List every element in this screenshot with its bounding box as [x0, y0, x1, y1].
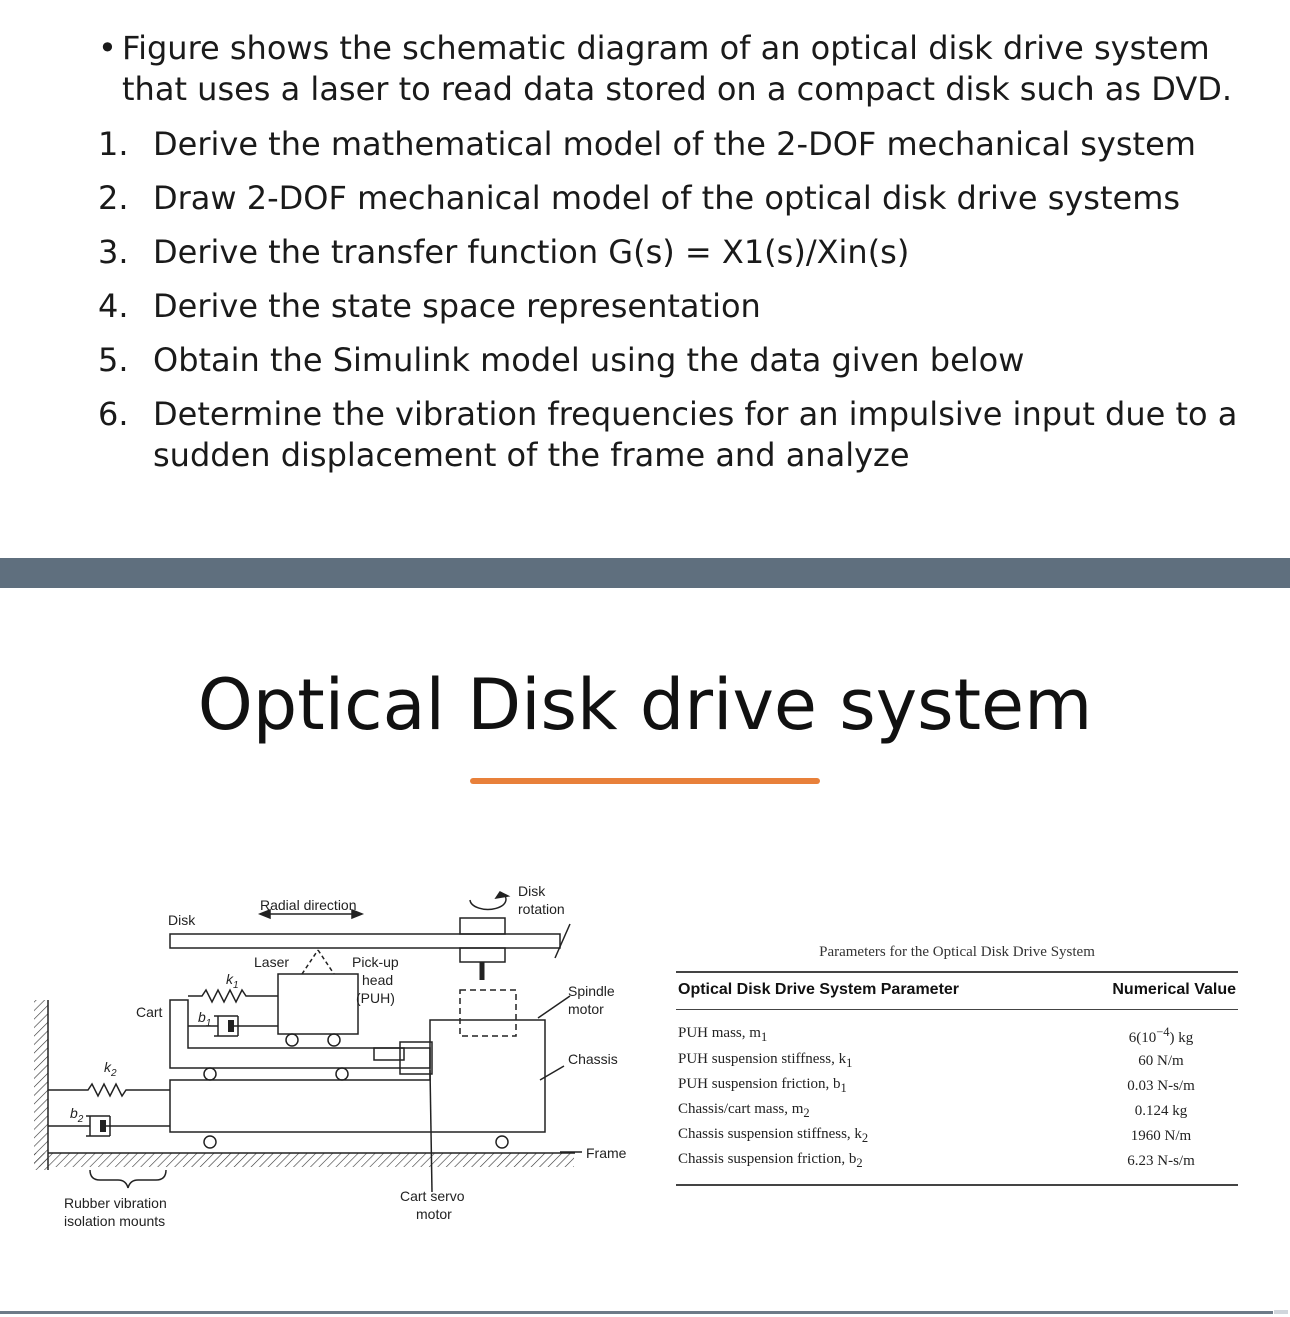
label-spindle-2: motor: [568, 1001, 604, 1017]
label-chassis: Chassis: [568, 1051, 618, 1067]
label-disk-rotation-1: Disk: [518, 883, 546, 899]
task-item: [98, 394, 1248, 476]
param-name: Chassis suspension stiffness, $k_2$: [678, 1126, 869, 1145]
task-number: 5.: [98, 341, 129, 379]
table-row: [676, 1049, 1238, 1074]
table-header-row: [676, 972, 1238, 1010]
param-name: Chassis suspension friction, $b_2$: [676, 1149, 1084, 1185]
task-text: Obtain the Simulink model using the data given below: [153, 341, 1025, 379]
param-name: PUH mass, $m_1$: [678, 1025, 768, 1044]
column-header-value: Numerical Value: [1084, 972, 1238, 1010]
label-rubber-2: isolation mounts: [64, 1213, 166, 1229]
slide-title: Optical Disk drive system: [197, 664, 1093, 746]
table-row: [676, 1149, 1238, 1185]
scrollbar-corner: [1274, 1310, 1288, 1314]
param-name: PUH suspension stiffness, $k_1$: [678, 1051, 853, 1070]
spindle-motor-dashed: [460, 990, 516, 1036]
task-item: [98, 178, 1248, 219]
label-spindle-1: Spindle: [568, 983, 615, 999]
label-frame: Frame: [586, 1145, 627, 1161]
slide-divider-bar: [0, 558, 1290, 588]
label-servo-2: motor: [416, 1206, 452, 1222]
problem-statement: [0, 0, 1290, 558]
param-value: 6.23 N-s/m: [1084, 1149, 1238, 1185]
task-text: Derive the state space representation: [153, 287, 761, 325]
label-laser: Laser: [254, 954, 290, 970]
bullet-dot: •: [98, 29, 117, 67]
param-value: 0.03 N-s/m: [1127, 1078, 1195, 1094]
mount-brace: [90, 1170, 166, 1188]
table-row: [676, 1099, 1238, 1124]
label-b2: $b_2$: [70, 1105, 84, 1125]
task-item: [98, 232, 1248, 273]
task-number: 4.: [98, 287, 129, 325]
table-row: [676, 1010, 1238, 1050]
intro-text: Figure shows the schematic diagram of an optical disk drive system that uses a laser to read data stored on a compact disk such as DVD.: [122, 29, 1233, 108]
intro-bullet: [98, 28, 1248, 110]
task-text: Draw 2-DOF mechanical model of the optical disk drive systems: [153, 179, 1181, 217]
task-number: 1.: [98, 125, 129, 163]
table-row: [676, 1124, 1238, 1149]
table-row: [676, 1074, 1238, 1099]
task-item: [98, 340, 1248, 381]
label-cart: Cart: [136, 1004, 163, 1020]
label-puh-3: (PUH): [356, 990, 395, 1006]
param-value: 1960 N/m: [1130, 1128, 1192, 1144]
task-list: [98, 124, 1248, 489]
ground-hatch: [34, 1153, 574, 1167]
task-item: [98, 124, 1248, 165]
label-servo-1: Cart servo: [400, 1188, 465, 1204]
disk-shape: [170, 934, 560, 948]
parameter-table: [676, 971, 1238, 1186]
spindle-hub-top: [460, 918, 505, 934]
label-b1: $b_1$: [198, 1009, 212, 1029]
label-k2: $k_2$: [104, 1059, 117, 1079]
task-number: 6.: [98, 395, 129, 433]
spindle-hub-bottom: [460, 948, 505, 962]
task-item: [98, 286, 1248, 327]
label-puh-2: head: [362, 972, 394, 988]
wall-hatch: [34, 1000, 48, 1170]
bottom-divider-line: [0, 1311, 1273, 1314]
task-text: Determine the vibration frequencies for an impulsive input due to a sudden displacement of the frame and analyze: [153, 395, 1238, 474]
title-accent-line: [470, 778, 820, 784]
servo-block: [400, 1042, 432, 1074]
parameter-table-caption: Parameters for the Optical Disk Drive System: [819, 944, 1095, 960]
label-radial-direction: Radial direction: [260, 897, 357, 913]
task-number: 3.: [98, 233, 129, 271]
label-k1: $k_1$: [226, 971, 239, 991]
k1-spring: [188, 990, 278, 1002]
param-value: 0.124 kg: [1134, 1103, 1188, 1119]
puh-box: [278, 974, 358, 1034]
param-value: 60 N/m: [1138, 1053, 1184, 1069]
parameter-table-panel: [676, 944, 1238, 1186]
label-disk-rotation-2: rotation: [518, 901, 565, 917]
task-text: Derive the mathematical model of the 2-DOF mechanical system: [153, 125, 1196, 163]
task-text: Derive the transfer function G(s) = X1(s)/Xin(s): [153, 233, 910, 271]
label-disk: Disk: [168, 912, 196, 928]
disk-slash: [555, 924, 570, 958]
k2-spring: [48, 1084, 170, 1096]
label-rubber-1: Rubber vibration: [64, 1195, 167, 1211]
param-name: Chassis/cart mass, $m_2$: [678, 1101, 810, 1120]
param-name: PUH suspension friction, $b_1$: [678, 1076, 847, 1095]
task-number: 2.: [98, 179, 129, 217]
chassis-body: [170, 1020, 545, 1132]
param-value: $6(10^{-4})$ kg: [1128, 1025, 1194, 1046]
label-puh-1: Pick-up: [352, 954, 399, 970]
column-header-parameter: Optical Disk Drive System Parameter: [676, 972, 1084, 1010]
disk-drive-schematic: [30, 870, 650, 1240]
